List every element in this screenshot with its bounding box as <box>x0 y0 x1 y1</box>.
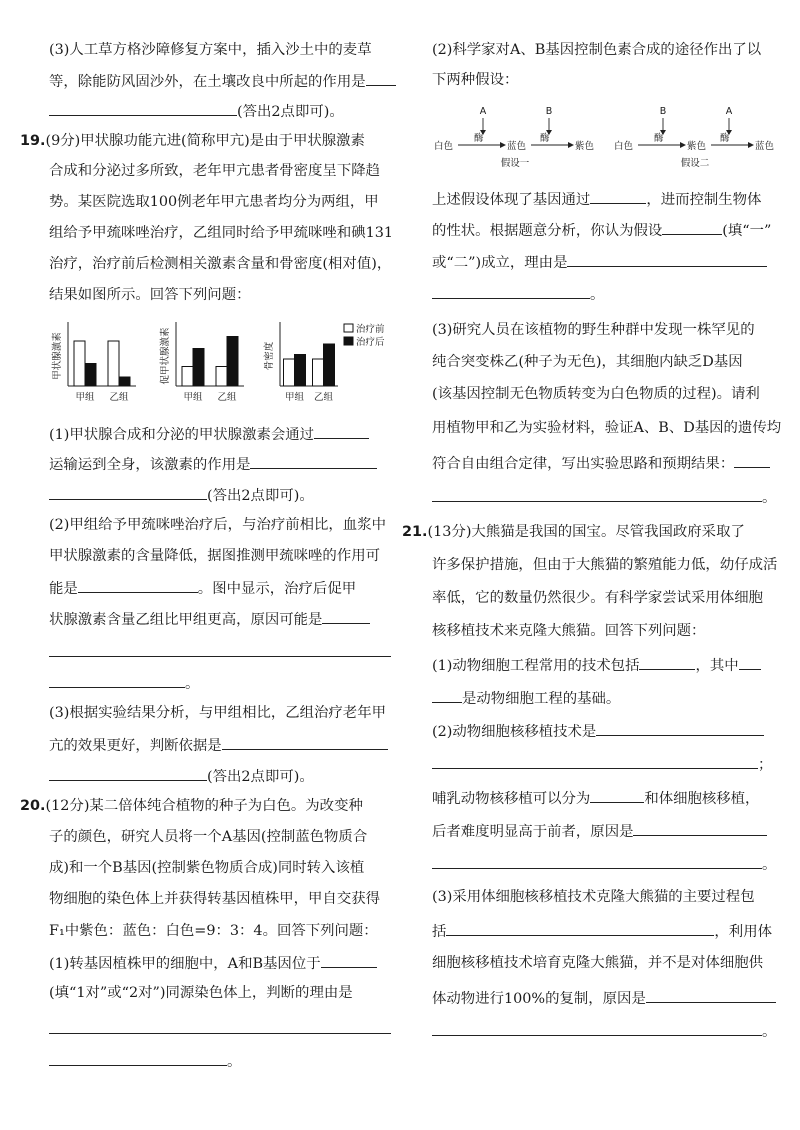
q19-intro-line3: 势。某医院选取100例老年甲亢患者均分为两组，甲 <box>49 194 379 210</box>
hypothesis-label: 假设二 <box>680 158 710 169</box>
chart-ylabel: 骨密度 <box>264 341 275 371</box>
q19-part3-line2: 亢的效果更好，判断依据是 <box>49 734 388 756</box>
q20-part1-line1: (1)转基因植株甲的细胞中，A和B基因位于 <box>49 952 377 974</box>
q18-part3-line1: (3)人工草方格沙障修复方案中，插入沙土中的麦草 <box>49 42 372 58</box>
chart-category-label: 甲组 <box>183 392 203 403</box>
hypothesis-diagrams <box>432 100 782 172</box>
q19-bar-charts <box>48 318 398 408</box>
q20-part3-line2: 纯合突变株乙(种子为无色)，其细胞内缺乏D基因 <box>432 354 743 370</box>
q19-part2-line4: 状腺激素含量乙组比甲组更高，原因可能是 <box>49 608 370 630</box>
substance-label: 蓝色 <box>755 141 775 152</box>
q21-part3-line2: 括 ，利用体 <box>432 920 772 942</box>
chart-category-label: 乙组 <box>217 392 237 403</box>
q20-part2-line4: 的性状。根据题意分析，你认为假设 (填“一” <box>432 219 771 241</box>
right-column <box>400 0 800 1130</box>
chart-bar <box>119 377 130 386</box>
chart-category-label: 乙组 <box>313 392 334 403</box>
q20-part3-line5: 符合自由组合定律，写出实验思路和预期结果： <box>432 452 770 474</box>
q20-intro-line2: 子的颜色，研究人员将一个A基因(控制蓝色物质合 <box>49 829 368 845</box>
q20-intro-line3: 成)和一个B基因(控制紫色物质合成)同时转入该植 <box>49 860 365 876</box>
q19-part2-line1: (2)甲组给予甲巯咪唑治疗后，与治疗前相比，血浆中 <box>49 517 386 533</box>
answer-blank[interactable] <box>49 672 185 688</box>
question-number: 19. <box>20 133 46 149</box>
q19-part3-line1: (3)根据实验结果分析，与甲组相比，乙组治疗老年甲 <box>49 705 386 721</box>
legend-label-before: 治疗前 <box>356 324 385 335</box>
answer-blank[interactable] <box>49 765 207 781</box>
q19-intro-line1: 19.(9分)甲状腺功能亢进(简称甲亢)是由于甲状腺激素 <box>20 133 365 149</box>
q21-part1-line1: (1)动物细胞工程常用的技术包括 ，其中 <box>432 654 761 676</box>
answer-blank[interactable] <box>432 283 590 299</box>
q21-part2-line1: (2)动物细胞核移植技术是 <box>432 720 764 742</box>
q19-part1-line3: (答出2点即可)。 <box>49 484 314 506</box>
chart-bar <box>313 359 324 386</box>
answer-line[interactable] <box>49 1033 391 1034</box>
answer-blank[interactable] <box>321 952 377 968</box>
q20-part3-line3: (该基因控制无色物质转变为白色物质的过程)。请利 <box>432 386 760 402</box>
hypothesis-two <box>614 106 775 169</box>
answer-line[interactable] <box>49 656 391 657</box>
question-number: 20. <box>20 798 46 814</box>
chart-category-label: 乙组 <box>109 392 129 403</box>
legend-swatch-before <box>344 324 353 332</box>
answer-blank[interactable] <box>432 853 762 869</box>
chart-ylabel: 甲状腺激素 <box>52 332 63 380</box>
answer-blank[interactable] <box>78 577 198 593</box>
chart-category-label: 甲组 <box>75 392 95 403</box>
q21-intro-line2: 许多保护措施，但由于大熊猫的繁殖能力低，幼仔成活 <box>432 557 778 573</box>
q21-part2-line3: 哺乳动物核移植可以分为 和体细胞核移植， <box>432 787 759 809</box>
q19-part1-line1: (1)甲状腺合成和分泌的甲状腺激素会通过 <box>49 423 369 445</box>
hypothesis-label: 假设一 <box>500 158 530 169</box>
q20-intro-line5: F₁中紫色：蓝色：白色=9：3：4。回答下列问题： <box>49 923 378 939</box>
chart-bar <box>108 341 119 386</box>
q20-part3-line1: (3)研究人员在该植物的野生种群中发现一株罕见的 <box>432 322 755 338</box>
chart-bar <box>227 337 238 387</box>
substance-label: 白色 <box>434 141 454 152</box>
gene-a-label: A <box>479 106 487 117</box>
gene-b-label: B <box>659 106 667 117</box>
q21-part1-line2: 是动物细胞工程的基础。 <box>432 687 620 709</box>
q19-part2-line2: 甲状腺激素的含量降低，据图推测甲巯咪唑的作用可 <box>49 548 380 564</box>
q21-part2-line4: 后者难度明显高于前者，原因是 <box>432 820 767 842</box>
chart-bar <box>216 367 227 387</box>
chart-ylabel: 促甲状腺激素 <box>160 327 171 385</box>
answer-blank[interactable] <box>432 753 758 769</box>
substance-label: 蓝色 <box>507 141 527 152</box>
q20-intro-line4: 物细胞的染色体上并获得转基因植株甲，甲自交获得 <box>49 891 380 907</box>
q20-part3-line4: 用植物甲和乙为实验材料，验证A、B、D基因的遗传均 <box>432 420 782 436</box>
q19-intro-line4: 组给予甲巯咪唑治疗，乙组同时给予甲巯咪唑和碘131 <box>49 225 394 241</box>
enzyme-label: 酶 <box>474 133 484 144</box>
chart-bar <box>295 355 306 387</box>
gene-b-label: B <box>545 106 553 117</box>
substance-label: 白色 <box>614 141 634 152</box>
q20-part2-line3: 上述假设体现了基因通过 ，进而控制生物体 <box>432 188 761 210</box>
answer-blank[interactable] <box>639 654 695 670</box>
answer-blank[interactable] <box>739 654 761 670</box>
q21-part3-line3: 细胞核移植技术培育克隆大熊猫，并不是对体细胞供 <box>432 955 763 971</box>
answer-blank[interactable] <box>49 100 237 116</box>
substance-label: 紫色 <box>575 141 595 152</box>
q21-intro-line1: 21.(13分)大熊猫是我国的国宝。尽管我国政府采取了 <box>402 524 745 540</box>
q21-part3-line5: 。 <box>432 1020 776 1042</box>
q21-part3-line1: (3)采用体细胞核移植技术克隆大熊猫的主要过程包 <box>432 889 755 905</box>
answer-blank[interactable] <box>646 987 776 1003</box>
answer-blank[interactable] <box>49 484 207 500</box>
q20-part2-line2: 下两种假设： <box>432 72 519 88</box>
q21-part3-line4: 体动物进行100%的复制，原因是 <box>432 987 776 1009</box>
question-number: 21. <box>402 524 428 540</box>
q21-part2-line2: ； <box>432 753 772 775</box>
q20-part2-line5: 或“二”)成立，理由是 <box>432 251 767 273</box>
legend-swatch-after <box>344 337 353 345</box>
answer-blank[interactable] <box>446 920 714 936</box>
answer-blank[interactable] <box>734 452 770 468</box>
substance-label: 紫色 <box>687 141 707 152</box>
q21-intro-line4: 核移植技术来克隆大熊猫。回答下列问题： <box>432 623 706 639</box>
q20-part2-line1: (2)科学家对A、B基因控制色素合成的途径作出了以 <box>432 42 762 58</box>
answer-blank[interactable] <box>432 486 762 502</box>
chart-bar <box>284 359 295 386</box>
q19-part2-line3: 能是 。图中显示，治疗后促甲 <box>49 577 356 599</box>
q20-intro-line1: 20.(12分)某二倍体纯合植物的种子为白色。为改变种 <box>20 798 363 814</box>
answer-blank[interactable] <box>322 608 370 624</box>
answer-blank[interactable] <box>432 687 462 703</box>
q19-intro-line5: 治疗，治疗前后检测相关激素含量和骨密度(相对值)， <box>49 256 392 272</box>
answer-blank[interactable] <box>250 453 377 469</box>
q18-part3-line3: (答出2点即可)。 <box>49 100 344 122</box>
answer-blank[interactable] <box>567 251 767 267</box>
chart-bar <box>324 344 335 386</box>
answer-blank[interactable] <box>590 188 646 204</box>
q19-part2-line6: 。 <box>49 672 199 694</box>
q18-part3-line2: 等，除能防风固沙外，在土壤改良中所起的作用是 <box>49 70 396 92</box>
answer-blank[interactable] <box>432 1020 762 1036</box>
q20-part1-line4: 。 <box>49 1050 241 1072</box>
chart-bar <box>74 341 85 386</box>
answer-blank[interactable] <box>314 423 369 439</box>
q21-part2-line5: 。 <box>432 853 776 875</box>
enzyme-label: 酶 <box>654 133 664 144</box>
answer-blank[interactable] <box>222 734 388 750</box>
q20-part1-line2: (填“1对”或“2对”)同源染色体上，判断的理由是 <box>49 985 353 1001</box>
chart-category-label: 甲组 <box>284 392 305 403</box>
answer-blank[interactable] <box>633 820 767 836</box>
answer-blank[interactable] <box>596 720 764 736</box>
q19-part1-line2: 运输运到全身，该激素的作用是 <box>49 453 377 475</box>
chart-bar <box>193 349 204 387</box>
enzyme-label: 酶 <box>720 133 730 144</box>
enzyme-label: 酶 <box>540 133 550 144</box>
chart-bar <box>85 364 96 387</box>
q19-intro-line2: 合成和分泌过多所致，老年甲亢患者骨密度呈下降趋 <box>49 163 380 179</box>
hypothesis-one <box>434 106 595 169</box>
q19-part3-line3: (答出2点即可)。 <box>49 765 314 787</box>
answer-blank[interactable] <box>49 1050 227 1066</box>
q20-part2-line6: 。 <box>432 283 604 305</box>
q19-intro-line6: 结果如图所示。回答下列问题： <box>49 287 251 303</box>
answer-blank[interactable] <box>366 70 396 86</box>
q21-intro-line3: 率低，它的数量仍然很少。有科学家尝试采用体细胞 <box>432 590 763 606</box>
answer-blank[interactable] <box>662 219 722 235</box>
chart-bar <box>182 367 193 387</box>
gene-a-label: A <box>725 106 733 117</box>
legend-label-after: 治疗后 <box>356 337 385 348</box>
answer-blank[interactable] <box>590 787 644 803</box>
q20-part3-line6: 。 <box>432 486 776 508</box>
